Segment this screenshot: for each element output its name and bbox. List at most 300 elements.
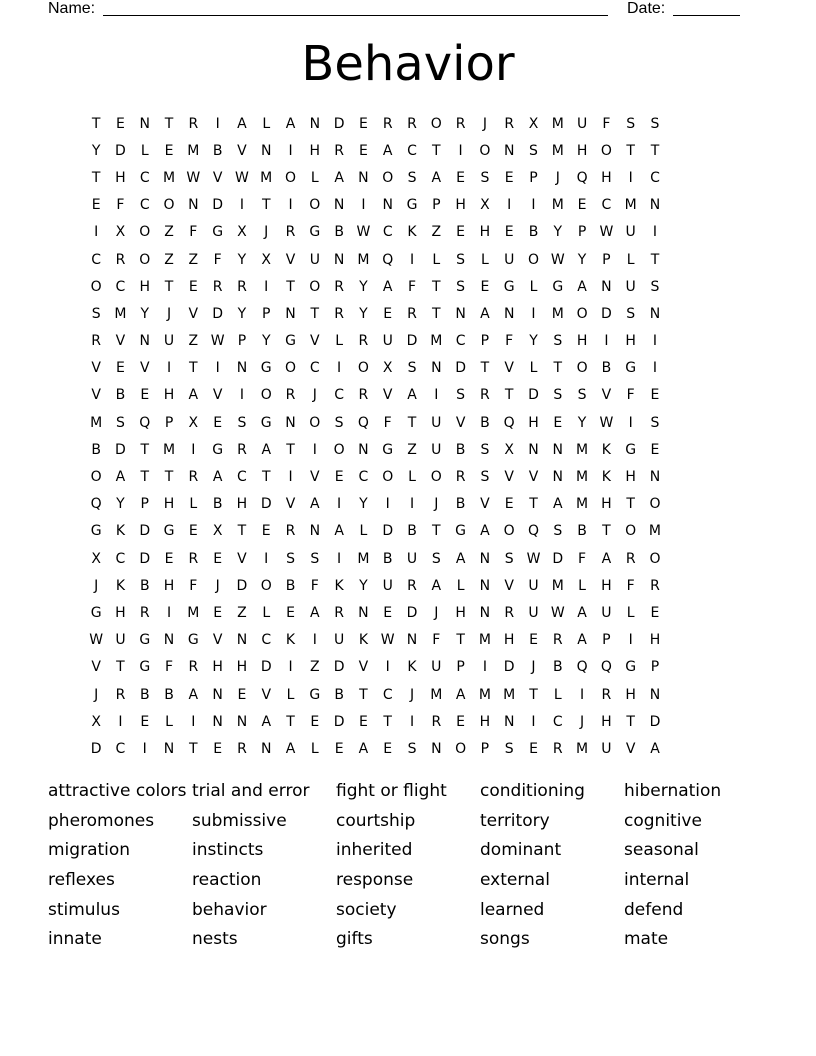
grid-letter: M bbox=[624, 197, 637, 214]
grid-letter: Z bbox=[164, 224, 174, 241]
grid-letter: O bbox=[309, 278, 321, 295]
grid-letter: N bbox=[503, 142, 515, 159]
grid-letter: I bbox=[409, 496, 415, 513]
grid-letter: N bbox=[552, 469, 564, 486]
grid-letter: C bbox=[552, 713, 563, 730]
grid-letter: I bbox=[191, 441, 196, 458]
grid-letter: T bbox=[529, 496, 538, 513]
header-line bbox=[48, 0, 768, 20]
grid-letter: R bbox=[285, 523, 296, 540]
grid-letter: O bbox=[139, 251, 151, 268]
page-title: Behavior bbox=[301, 36, 515, 92]
grid-letter: W bbox=[380, 632, 395, 649]
grid-letter: J bbox=[434, 604, 439, 621]
grid-letter: E bbox=[164, 550, 174, 567]
grid-letter: A bbox=[310, 496, 320, 513]
grid-letter: T bbox=[189, 360, 198, 377]
grid-letter: P bbox=[164, 414, 174, 431]
grid-letter: Y bbox=[91, 142, 101, 159]
grid-letter: Z bbox=[188, 251, 199, 268]
grid-letter: P bbox=[237, 333, 247, 350]
date-label: Date: bbox=[627, 0, 666, 17]
word-bank-item: defend bbox=[624, 899, 684, 920]
grid-letter: E bbox=[577, 197, 587, 214]
grid-letter: C bbox=[309, 360, 320, 377]
grid-letter: C bbox=[115, 278, 126, 295]
grid-letter: O bbox=[649, 550, 661, 567]
word-bank-item: reflexes bbox=[48, 870, 115, 891]
grid-letter: S bbox=[553, 333, 563, 350]
grid-letter: H bbox=[528, 414, 539, 431]
grid-letter: U bbox=[382, 333, 393, 350]
grid-letter: I bbox=[409, 713, 415, 730]
name-label: Name: bbox=[48, 0, 96, 17]
grid-letter: K bbox=[115, 577, 126, 594]
grid-letter: I bbox=[434, 387, 439, 404]
letter-grid bbox=[84, 110, 734, 763]
grid-letter: T bbox=[310, 305, 320, 322]
grid-letter: E bbox=[456, 713, 466, 730]
grid-letter: N bbox=[309, 115, 321, 132]
grid-letter: L bbox=[310, 169, 319, 186]
grid-letter: R bbox=[455, 115, 466, 132]
grid-letter: G bbox=[625, 441, 637, 458]
grid-letter: Z bbox=[164, 251, 174, 268]
grid-letter: C bbox=[382, 686, 393, 703]
grid-letter: H bbox=[455, 197, 466, 214]
grid-letter: E bbox=[213, 604, 223, 621]
grid-letter: V bbox=[139, 360, 150, 377]
grid-letter: H bbox=[625, 686, 636, 703]
grid-letter: E bbox=[456, 169, 466, 186]
grid-letter: M bbox=[357, 251, 370, 268]
grid-letter: A bbox=[261, 441, 272, 458]
grid-letter: V bbox=[455, 414, 466, 431]
grid-letter: D bbox=[260, 659, 272, 676]
grid-letter: X bbox=[188, 414, 199, 431]
grid-letter: G bbox=[139, 659, 151, 676]
grid-letter: Q bbox=[503, 414, 515, 431]
grid-letter: P bbox=[432, 197, 441, 214]
grid-letter: E bbox=[310, 713, 320, 730]
grid-letter: I bbox=[604, 333, 609, 350]
grid-letter: B bbox=[334, 224, 344, 241]
grid-letter: E bbox=[553, 414, 563, 431]
grid-letter: V bbox=[480, 496, 490, 513]
grid-letter: X bbox=[237, 224, 247, 241]
grid-letter: E bbox=[140, 713, 150, 730]
grid-letter: R bbox=[237, 441, 247, 458]
grid-letter: H bbox=[601, 169, 612, 186]
grid-letter: T bbox=[504, 387, 514, 404]
grid-letter: C bbox=[115, 550, 126, 567]
word-bank-item: behavior bbox=[192, 899, 267, 920]
grid-letter: S bbox=[480, 441, 490, 458]
word-bank-item: territory bbox=[480, 810, 550, 831]
word-bank-item: songs bbox=[480, 929, 530, 950]
grid-letter: H bbox=[163, 577, 175, 594]
grid-letter: W bbox=[235, 169, 249, 186]
grid-letter: R bbox=[552, 632, 563, 649]
grid-letter: I bbox=[652, 333, 658, 350]
grid-letter: M bbox=[551, 115, 564, 132]
grid-letter: U bbox=[163, 333, 175, 350]
grid-letter: X bbox=[480, 197, 490, 214]
grid-letter: T bbox=[626, 496, 635, 513]
grid-letter: D bbox=[236, 577, 248, 594]
grid-letter: J bbox=[555, 169, 560, 186]
grid-letter: A bbox=[577, 632, 587, 649]
grid-letter: G bbox=[90, 523, 102, 540]
grid-letter: R bbox=[407, 577, 417, 594]
grid-letter: C bbox=[601, 197, 612, 214]
grid-letter: L bbox=[529, 278, 538, 295]
grid-letter: R bbox=[115, 686, 126, 703]
grid-letter: Q bbox=[576, 169, 588, 186]
grid-letter: Y bbox=[237, 251, 247, 268]
grid-letter: S bbox=[407, 740, 417, 757]
grid-letter: J bbox=[434, 496, 439, 513]
grid-letter: P bbox=[602, 251, 611, 268]
grid-letter: A bbox=[480, 523, 490, 540]
grid-letter: E bbox=[116, 115, 125, 132]
grid-letter: T bbox=[261, 197, 271, 214]
grid-letter: W bbox=[186, 169, 201, 186]
grid-letter: G bbox=[260, 360, 272, 377]
grid-letter: I bbox=[312, 441, 317, 458]
grid-letter: L bbox=[626, 251, 635, 268]
grid-letter: I bbox=[337, 496, 342, 513]
grid-letter: E bbox=[456, 224, 466, 241]
grid-letter: P bbox=[262, 305, 271, 322]
grid-letter: C bbox=[650, 169, 660, 186]
grid-letter: G bbox=[90, 604, 102, 621]
grid-letter: T bbox=[626, 713, 635, 730]
grid-letter: Y bbox=[553, 224, 563, 241]
grid-letter: A bbox=[601, 550, 612, 567]
grid-letter: G bbox=[552, 278, 564, 295]
grid-letter: N bbox=[236, 632, 248, 649]
grid-letter: O bbox=[382, 169, 394, 186]
grid-letter: D bbox=[115, 142, 126, 159]
grid-row bbox=[84, 246, 734, 273]
grid-letter: H bbox=[576, 333, 588, 350]
grid-letter: F bbox=[505, 333, 514, 350]
grid-letter: M bbox=[430, 686, 443, 703]
grid-letter: E bbox=[164, 142, 174, 159]
grid-letter: O bbox=[430, 469, 442, 486]
grid-letter: T bbox=[140, 441, 150, 458]
grid-letter: D bbox=[333, 659, 345, 676]
grid-letter: H bbox=[455, 604, 466, 621]
grid-letter: H bbox=[236, 496, 248, 513]
grid-letter: F bbox=[602, 115, 611, 132]
grid-letter: S bbox=[456, 251, 466, 268]
grid-letter: A bbox=[334, 523, 344, 540]
grid-letter: N bbox=[406, 632, 418, 649]
grid-letter: I bbox=[215, 115, 220, 132]
grid-letter: F bbox=[213, 251, 222, 268]
grid-letter: X bbox=[382, 360, 393, 377]
grid-letter: B bbox=[601, 360, 612, 377]
grid-letter: R bbox=[285, 224, 296, 241]
grid-letter: Z bbox=[237, 604, 247, 621]
grid-letter: G bbox=[382, 441, 394, 458]
grid-letter: L bbox=[286, 686, 295, 703]
grid-letter: W bbox=[526, 550, 541, 567]
grid-letter: T bbox=[383, 713, 392, 730]
grid-letter: L bbox=[432, 251, 441, 268]
grid-letter: L bbox=[578, 577, 586, 594]
grid-letter: R bbox=[237, 278, 247, 295]
grid-letter: M bbox=[551, 142, 564, 159]
grid-letter: H bbox=[479, 224, 491, 241]
grid-letter: V bbox=[261, 686, 272, 703]
grid-letter: A bbox=[553, 496, 563, 513]
grid-letter: I bbox=[215, 360, 220, 377]
grid-letter: D bbox=[503, 659, 515, 676]
word-bank-item: innate bbox=[48, 929, 102, 950]
grid-letter: R bbox=[212, 278, 223, 295]
grid-letter: S bbox=[529, 142, 538, 159]
grid-letter: K bbox=[285, 632, 296, 649]
grid-letter: A bbox=[382, 278, 393, 295]
grid-letter: M bbox=[576, 469, 589, 486]
grid-letter: O bbox=[576, 360, 588, 377]
grid-letter: E bbox=[213, 550, 223, 567]
grid-letter: E bbox=[504, 169, 514, 186]
grid-letter: A bbox=[334, 169, 344, 186]
grid-letter: V bbox=[310, 469, 320, 486]
grid-letter: I bbox=[288, 197, 293, 214]
grid-row bbox=[84, 409, 734, 436]
grid-letter: N bbox=[479, 577, 491, 594]
grid-letter: H bbox=[139, 278, 150, 295]
grid-letter: G bbox=[285, 333, 296, 350]
grid-letter: X bbox=[504, 441, 514, 458]
word-bank-item: instincts bbox=[192, 840, 264, 861]
grid-letter: S bbox=[504, 550, 514, 567]
grid-letter: R bbox=[431, 713, 442, 730]
grid-letter: R bbox=[188, 550, 199, 567]
grid-letter: V bbox=[504, 360, 514, 377]
grid-letter: N bbox=[163, 632, 175, 649]
grid-letter: P bbox=[456, 659, 465, 676]
grid-letter: E bbox=[286, 604, 295, 621]
grid-letter: V bbox=[212, 169, 223, 186]
grid-letter: H bbox=[236, 659, 248, 676]
grid-letter: M bbox=[260, 169, 273, 186]
grid-letter: I bbox=[652, 360, 658, 377]
grid-letter: T bbox=[529, 686, 538, 703]
grid-letter: U bbox=[576, 115, 588, 132]
grid-letter: S bbox=[286, 550, 295, 567]
grid-letter: M bbox=[551, 197, 564, 214]
grid-row bbox=[84, 219, 734, 246]
grid-letter: M bbox=[187, 142, 200, 159]
grid-letter: N bbox=[382, 197, 393, 214]
grid-letter: A bbox=[188, 686, 199, 703]
grid-letter: H bbox=[625, 469, 636, 486]
grid-letter: R bbox=[237, 740, 247, 757]
grid-letter: L bbox=[189, 496, 198, 513]
grid-letter: D bbox=[406, 333, 418, 350]
grid-letter: R bbox=[188, 659, 199, 676]
grid-letter: N bbox=[431, 740, 442, 757]
grid-letter: L bbox=[408, 469, 416, 486]
grid-letter: O bbox=[503, 523, 515, 540]
grid-letter: N bbox=[528, 441, 539, 458]
grid-letter: S bbox=[116, 414, 125, 431]
grid-letter: R bbox=[552, 740, 563, 757]
grid-letter: F bbox=[432, 632, 441, 649]
grid-letter: Z bbox=[310, 659, 320, 676]
grid-letter: E bbox=[140, 387, 150, 404]
grid-letter: R bbox=[480, 387, 490, 404]
grid-letter: C bbox=[91, 251, 102, 268]
grid-row bbox=[84, 110, 734, 137]
grid-letter: A bbox=[382, 142, 393, 159]
grid-row bbox=[84, 300, 734, 327]
grid-letter: N bbox=[260, 740, 272, 757]
grid-letter: S bbox=[334, 414, 344, 431]
word-bank-item: courtship bbox=[336, 810, 416, 831]
word-bank-item: attractive colors bbox=[48, 781, 187, 801]
grid-letter: M bbox=[430, 333, 443, 350]
grid-letter: E bbox=[188, 278, 198, 295]
grid-letter: E bbox=[383, 305, 393, 322]
grid-letter: O bbox=[90, 278, 102, 295]
grid-letter: O bbox=[333, 441, 345, 458]
grid-letter: G bbox=[260, 414, 272, 431]
grid-letter: B bbox=[91, 441, 101, 458]
grid-row bbox=[84, 572, 734, 599]
grid-letter: I bbox=[580, 686, 585, 703]
grid-letter: Q bbox=[382, 251, 394, 268]
grid-letter: X bbox=[261, 251, 272, 268]
grid-row bbox=[84, 436, 734, 463]
grid-letter: P bbox=[577, 224, 587, 241]
grid-letter: Q bbox=[527, 523, 539, 540]
grid-letter: A bbox=[455, 550, 466, 567]
grid-letter: M bbox=[357, 550, 370, 567]
grid-letter: P bbox=[650, 659, 660, 676]
grid-letter: V bbox=[91, 387, 101, 404]
grid-letter: C bbox=[261, 632, 272, 649]
grid-letter: L bbox=[480, 251, 489, 268]
grid-row bbox=[84, 708, 734, 735]
grid-letter: W bbox=[599, 414, 614, 431]
grid-letter: N bbox=[431, 360, 442, 377]
date-blank-line bbox=[673, 0, 740, 16]
grid-letter: E bbox=[650, 387, 660, 404]
grid-letter: Y bbox=[359, 577, 368, 594]
grid-letter: Y bbox=[577, 251, 587, 268]
grid-letter: Y bbox=[359, 496, 368, 513]
grid-row bbox=[84, 518, 734, 545]
grid-letter: M bbox=[576, 740, 589, 757]
grid-letter: N bbox=[649, 469, 661, 486]
grid-letter: R bbox=[91, 333, 102, 350]
grid-letter: R bbox=[115, 251, 126, 268]
word-bank-item: migration bbox=[48, 840, 131, 861]
grid-letter: B bbox=[382, 550, 393, 567]
grid-letter: L bbox=[553, 686, 562, 703]
grid-letter: O bbox=[163, 197, 175, 214]
grid-letter: K bbox=[358, 632, 368, 649]
grid-letter: S bbox=[310, 550, 320, 567]
grid-letter: T bbox=[432, 278, 441, 295]
grid-letter: F bbox=[189, 224, 198, 241]
grid-letter: D bbox=[212, 197, 224, 214]
grid-letter: V bbox=[212, 387, 223, 404]
grid-letter: A bbox=[237, 115, 247, 132]
grid-letter: T bbox=[650, 142, 660, 159]
grid-letter: O bbox=[649, 496, 661, 513]
grid-letter: H bbox=[601, 577, 612, 594]
grid-letter: S bbox=[553, 523, 563, 540]
grid-letter: H bbox=[649, 632, 661, 649]
grid-letter: T bbox=[164, 469, 174, 486]
grid-letter: S bbox=[650, 278, 660, 295]
grid-letter: R bbox=[188, 115, 199, 132]
grid-letter: M bbox=[90, 414, 103, 431]
grid-letter: U bbox=[528, 577, 539, 594]
grid-letter: N bbox=[455, 305, 466, 322]
grid-letter: S bbox=[577, 387, 587, 404]
grid-row bbox=[84, 681, 734, 708]
grid-letter: X bbox=[212, 523, 223, 540]
grid-letter: B bbox=[480, 414, 490, 431]
word-bank-item: reaction bbox=[192, 870, 262, 891]
grid-letter: A bbox=[261, 713, 272, 730]
word-bank-item: external bbox=[480, 870, 550, 891]
grid-letter: O bbox=[527, 251, 539, 268]
grid-letter: L bbox=[140, 142, 149, 159]
grid-letter: E bbox=[261, 523, 271, 540]
grid-letter: T bbox=[261, 469, 271, 486]
grid-letter: U bbox=[309, 251, 320, 268]
word-bank-item: stimulus bbox=[48, 899, 120, 920]
grid-letter: M bbox=[478, 632, 491, 649]
grid-letter: J bbox=[94, 577, 99, 594]
grid-letter: M bbox=[503, 686, 516, 703]
grid-letter: R bbox=[625, 550, 636, 567]
grid-letter: T bbox=[602, 523, 611, 540]
grid-letter: A bbox=[285, 740, 296, 757]
grid-letter: A bbox=[285, 115, 296, 132]
grid-letter: G bbox=[309, 224, 321, 241]
grid-letter: J bbox=[531, 659, 536, 676]
grid-letter: P bbox=[602, 632, 611, 649]
grid-letter: F bbox=[626, 577, 635, 594]
grid-letter: O bbox=[600, 142, 612, 159]
grid-letter: G bbox=[625, 360, 637, 377]
grid-letter: E bbox=[480, 278, 490, 295]
grid-letter: H bbox=[479, 713, 491, 730]
grid-letter: I bbox=[239, 197, 244, 214]
grid-letter: T bbox=[237, 523, 247, 540]
grid-letter: M bbox=[648, 523, 662, 540]
grid-letter: H bbox=[601, 713, 612, 730]
grid-letter: C bbox=[237, 469, 247, 486]
grid-letter: Z bbox=[407, 441, 417, 458]
grid-letter: R bbox=[188, 469, 199, 486]
grid-letter: I bbox=[531, 197, 536, 214]
grid-letter: V bbox=[91, 360, 101, 377]
grid-letter: O bbox=[576, 305, 588, 322]
grid-letter: Q bbox=[576, 659, 588, 676]
